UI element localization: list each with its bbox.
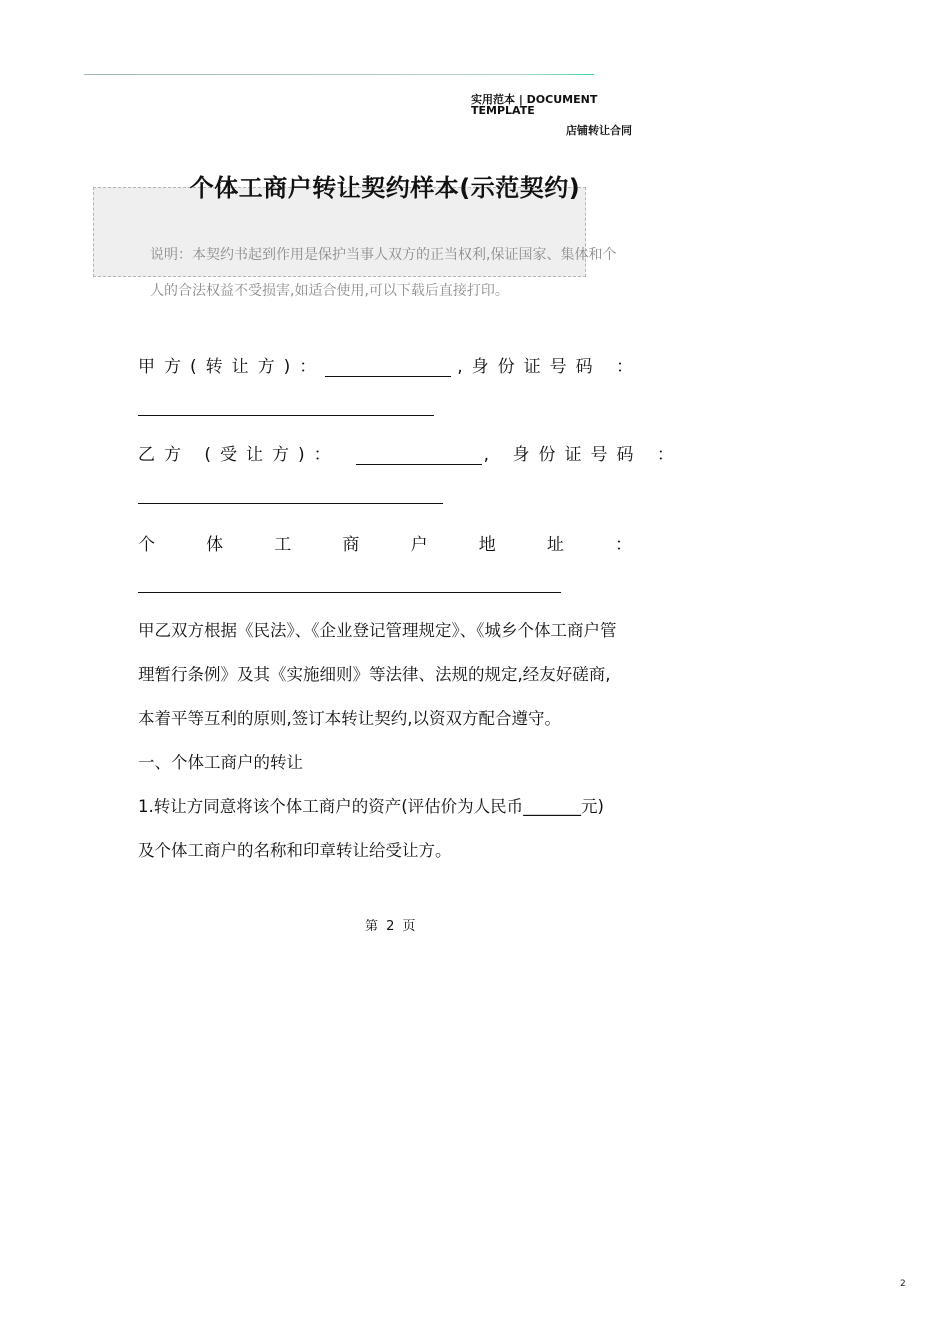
- body-paragraph-line-1: 甲乙双方根据《民法》、《企业登记管理规定》、《城乡个体工商户管: [138, 621, 617, 640]
- header-rule: [84, 74, 594, 75]
- address-char: 户: [410, 535, 428, 555]
- note-line-1: 说明：本契约书起到作用是保护当事人双方的正当权利,保证国家、集体和个: [150, 247, 617, 263]
- price-blank[interactable]: _______: [523, 797, 581, 816]
- party-b-name-blank[interactable]: [356, 446, 482, 465]
- body-paragraph-line-3: 本着平等互利的原则,签订本转让契约,以资双方配合遵守。: [138, 709, 561, 728]
- party-b-id-blank[interactable]: [138, 503, 443, 504]
- item-1-text: 1.转让方同意将该个体工商户的资产(评估价为人民币: [138, 797, 524, 816]
- header-doc-name: 店铺转让合同: [566, 124, 632, 137]
- corner-page-number: 2: [900, 1279, 906, 1289]
- header-label: 实用范本 | DOCUMENT TEMPLATE: [471, 93, 598, 117]
- address-row: [138, 530, 632, 555]
- document-title: 个体工商户转让契约样本(示范契约): [189, 174, 581, 202]
- page-number-label: 第 2 页: [365, 919, 418, 934]
- item-1-line-1: [138, 793, 658, 817]
- address-char: ：: [614, 535, 632, 555]
- party-a-row: [138, 352, 642, 377]
- section-heading-1: 一、个体工商户的转让: [138, 753, 303, 772]
- party-a-name-blank[interactable]: [325, 358, 451, 377]
- item-1-line-2: 及个体工商户的名称和印章转让给受让方。: [138, 841, 452, 860]
- address-char: 商: [342, 535, 360, 555]
- party-b-id-label: , 身份证号码 ：: [483, 445, 683, 465]
- item-1-unit: 元): [580, 797, 604, 816]
- address-char: 地: [478, 535, 496, 555]
- note-line-2: 人的合法权益不受损害,如适合使用,可以下载后直接打印。: [150, 283, 509, 299]
- party-b-label: 乙方 (受让方)：: [138, 445, 340, 465]
- address-blank[interactable]: [138, 592, 561, 593]
- party-a-label: 甲方(转让方)：: [138, 357, 326, 377]
- address-char: 个: [138, 535, 155, 555]
- address-char: 工: [274, 535, 292, 555]
- address-char: 址: [546, 535, 564, 555]
- body-paragraph-line-2: 理暂行条例》及其《实施细则》等法律、法规的规定,经友好磋商,: [138, 665, 611, 684]
- party-b-row: [138, 440, 683, 465]
- address-char: 体: [206, 535, 224, 555]
- party-a-id-label: ,身份证号码 ：: [457, 357, 643, 377]
- party-a-id-blank[interactable]: [138, 415, 434, 416]
